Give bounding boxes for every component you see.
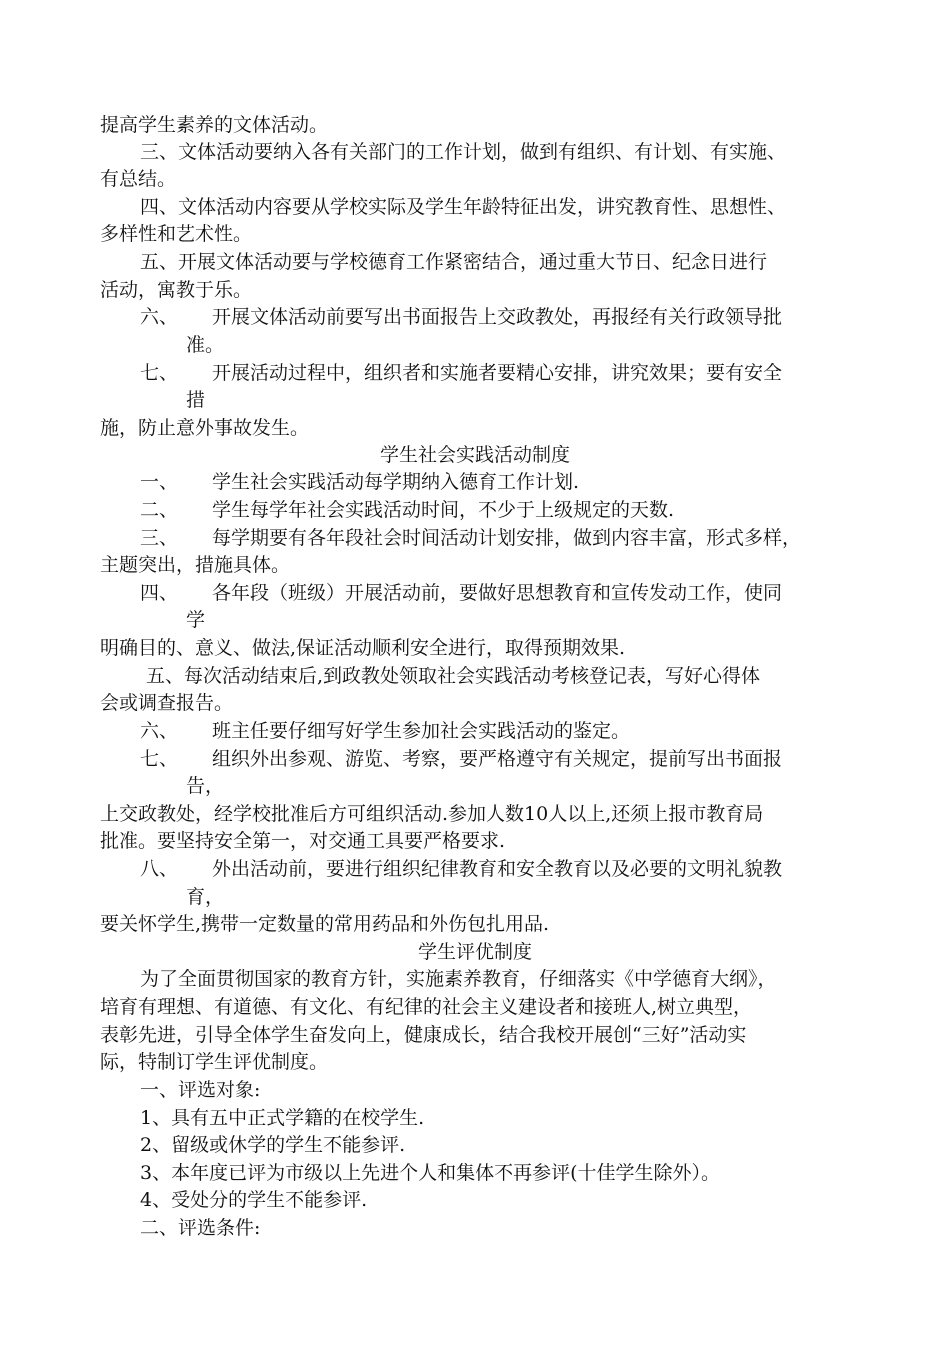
activities-item-5: 五、开展文体活动要与学校德育工作紧密结合，通过重大节日、纪念日进行 xyxy=(140,251,768,273)
award-title: 学生评优制度 xyxy=(417,941,532,963)
practice-item-1-number: 一、 xyxy=(140,471,179,493)
practice-item-8-wrap: 育， xyxy=(186,886,225,908)
activities-item-7-number: 七、 xyxy=(140,362,179,384)
award-criteria-1: 1、具有五中正式学籍的在校学生. xyxy=(140,1107,425,1129)
practice-item-4-cont: 明确目的、意义、做法,保证活动顺利安全进行，取得预期效果. xyxy=(100,637,626,659)
activities-item-6-wrap: 准。 xyxy=(186,334,225,356)
practice-item-3-number: 三、 xyxy=(140,527,179,549)
activities-item-3-cont: 有总结。 xyxy=(100,168,177,190)
practice-item-8: 外出活动前，要进行组织纪律教育和安全教育以及必要的文明礼貌教 xyxy=(212,858,783,880)
award-criteria-4: 4、受处分的学生不能参评. xyxy=(140,1189,368,1211)
award-intro-line-1: 为了全面贯彻国家的教育方针，实施素养教育，仔细落实《中学德育大纲》， xyxy=(140,968,777,990)
practice-item-3-cont: 主题突出，措施具体。 xyxy=(100,554,291,576)
award-criteria-2: 2、留级或休学的学生不能参评. xyxy=(140,1134,406,1156)
practice-item-7-cont-2: 批准。要坚持安全第一，对交通工具要严格要求. xyxy=(100,830,506,852)
award-intro-line-3: 表彰先进，引导全体学生奋发向上，健康成长，结合我校开展创“三好”活动实 xyxy=(100,1024,747,1046)
practice-item-8-cont: 要关怀学生,携带一定数量的常用药品和外伤包扎用品. xyxy=(100,913,550,935)
award-section-1-heading: 一、评选对象: xyxy=(140,1079,261,1101)
practice-item-1: 学生社会实践活动每学期纳入德育工作计划. xyxy=(212,471,580,493)
award-intro-line-4: 际，特制订学生评优制度。 xyxy=(100,1051,329,1073)
practice-item-2-number: 二、 xyxy=(140,499,179,521)
practice-item-5: 五、每次活动结束后,到政教处领取社会实践活动考核登记表，写好心得体 xyxy=(146,665,761,687)
activities-item-4-cont: 多样性和艺术性。 xyxy=(100,223,253,245)
activities-item-5-cont: 活动，寓教于乐。 xyxy=(100,279,253,301)
practice-item-4-number: 四、 xyxy=(140,582,179,604)
practice-item-7-cont: 上交政教处，经学校批准后方可组织活动.参加人数10人以上,还须上报市教育局 xyxy=(100,803,764,825)
practice-item-7-wrap: 告， xyxy=(186,775,225,797)
practice-item-8-number: 八、 xyxy=(140,858,179,880)
activities-line-1: 提高学生素养的文体活动。 xyxy=(100,114,329,136)
practice-item-7: 组织外出参观、游览、考察，要严格遵守有关规定，提前写出书面报 xyxy=(212,748,783,770)
practice-item-4: 各年段（班级）开展活动前，要做好思想教育和宣传发动工作，使同 xyxy=(212,582,783,604)
practice-title: 学生社会实践活动制度 xyxy=(379,444,570,466)
practice-item-2: 学生每学年社会实践活动时间，不少于上级规定的天数. xyxy=(212,499,675,521)
practice-item-7-number: 七、 xyxy=(140,748,179,770)
activities-item-6: 开展文体活动前要写出书面报告上交政教处，再报经有关行政领导批 xyxy=(212,306,783,328)
activities-item-4: 四、文体活动内容要从学校实际及学生年龄特征出发，讲究教育性、思想性、 xyxy=(140,196,787,218)
practice-item-4-wrap: 学 xyxy=(186,609,206,631)
activities-item-7-wrap: 措 xyxy=(186,389,206,411)
practice-item-6: 班主任要仔细写好学生参加社会实践活动的鉴定。 xyxy=(212,720,631,742)
activities-item-6-number: 六、 xyxy=(140,306,179,328)
award-section-2-heading: 二、评选条件: xyxy=(140,1217,261,1239)
activities-item-3: 三、文体活动要纳入各有关部门的工作计划，做到有组织、有计划、有实施、 xyxy=(140,141,787,163)
activities-item-7-cont: 施，防止意外事故发生。 xyxy=(100,417,310,439)
activities-item-7: 开展活动过程中，组织者和实施者要精心安排，讲究效果；要有安全 xyxy=(212,362,783,384)
award-criteria-3: 3、本年度已评为市级以上先进个人和集体不再参评(十佳学生除外）。 xyxy=(140,1162,721,1184)
practice-item-3: 每学期要有各年段社会时间活动计划安排，做到内容丰富，形式多样， xyxy=(212,527,802,549)
practice-item-6-number: 六、 xyxy=(140,720,179,742)
practice-item-5-cont: 会或调查报告。 xyxy=(100,692,234,714)
award-intro-line-2: 培育有理想、有道德、有文化、有纪律的社会主义建设者和接班人,树立典型， xyxy=(100,996,753,1018)
